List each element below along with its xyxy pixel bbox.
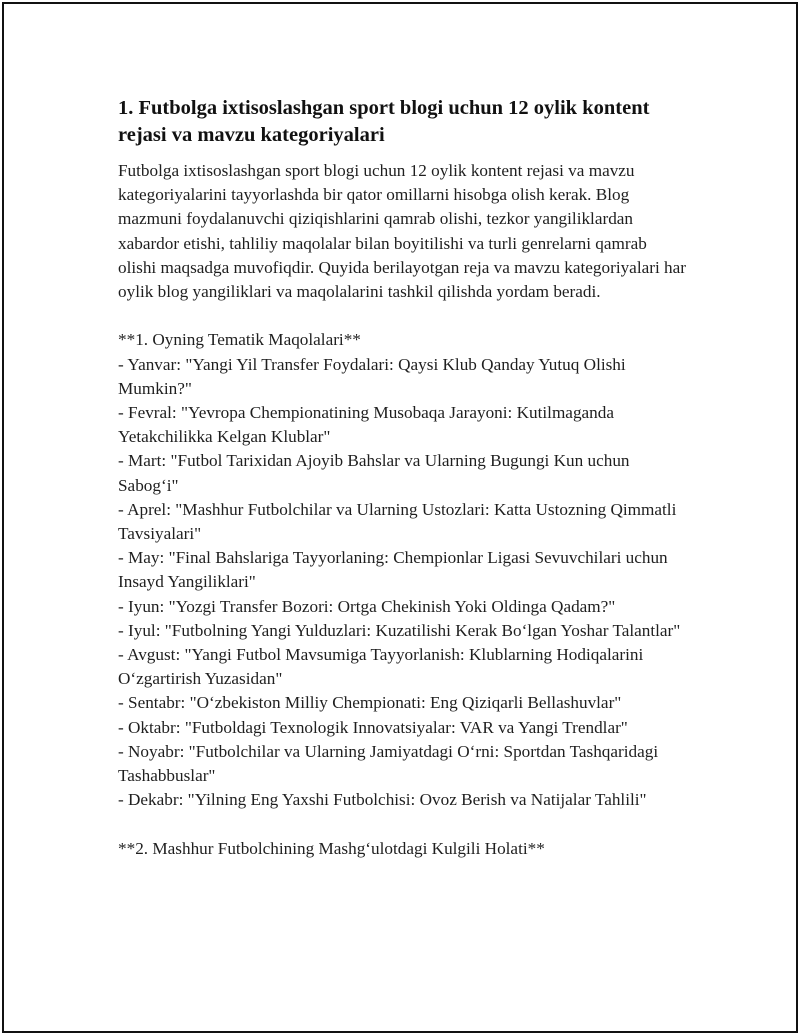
monthly-themes-section [118, 328, 688, 812]
list-item: - May: "Final Bahslariga Tayyorlaning: Chempionlar Ligasi Sevuvchilari uchun Insayd Yangiliklari" [118, 548, 668, 592]
list-item: - Mart: "Futbol Tarixidan Ajoyib Bahslar va Ularning Bugungi Kun uchun Sabog‘i" [118, 451, 630, 495]
list-item: - Fevral: "Yevropa Chempionatining Musobaqa Jarayoni: Kutilmaganda Yetakchilikka Kelgan Klublar" [118, 403, 614, 447]
paragraph-gap [118, 304, 688, 328]
intro-paragraph: Futbolga ixtisoslashgan sport blogi uchun 12 oylik kontent rejasi va mavzu kategoriyalarini tayyorlashda bir qator omillarni hisobga olish kerak. Blog mazmuni foydalanuvchi qiziqishlarini qamrab olishi, tezkor yangiliklardan xabardor etishi, tahliliy maqolalar bilan boyitilishi va turli genrelarni qamrab olishi maqsadga muvofiqdir. Quyida berilayotgan reja va mavzu kategoriyalari har oylik blog yangiliklari va maqolalarini tashkil qilishda yordam beradi. [118, 161, 686, 302]
list-item: - Aprel: "Mashhur Futbolchilar va Ularning Ustozlari: Katta Ustozning Qimmatli Tavsiyalari" [118, 499, 677, 544]
paragraph-gap [118, 812, 688, 836]
section-title: **1. Oyning Tematik Maqolalari** [118, 330, 361, 350]
list-item: - Noyabr: "Futbolchilar va Ularning Jamiyatdagi O‘rni: Sportdan Tashqaridagi Tashabbuslar" [118, 741, 659, 786]
list-item: - Dekabr: "Yilning Eng Yaxshi Futbolchisi: Ovoz Berish va Natijalar Tahlili" [118, 790, 647, 810]
list-item: - Avgust: "Yangi Futbol Mavsumiga Tayyorlanish: Klublarning Hodiqalarini O‘zgartirish Yuzasidan" [118, 645, 644, 689]
list-item: - Yanvar: "Yangi Yil Transfer Foydalari: Qaysi Klub Qanday Yutuq Olishi Mumkin?" [118, 354, 626, 398]
list-item: - Iyul: "Futbolning Yangi Yulduzlari: Kuzatilishi Kerak Bo‘lgan Yoshar Talantlar" [118, 620, 681, 640]
list-item: - Iyun: "Yozgi Transfer Bozori: Ortga Chekinish Yoki Oldinga Qadam?" [118, 596, 616, 616]
document-heading: 1. Futbolga ixtisoslashgan sport blogi uchun 12 oylik kontent rejasi va mavzu kategoriyalari [118, 97, 650, 146]
list-item: - Sentabr: "O‘zbekiston Milliy Chempionati: Eng Qiziqarli Bellashuvlar" [118, 693, 622, 713]
document-body [118, 95, 688, 861]
list-item: - Oktabr: "Futboldagi Texnologik Innovatsiyalar: VAR va Yangi Trendlar" [118, 717, 628, 737]
section-title: **2. Mashhur Futbolchining Mashg‘ulotdagi Kulgili Holati** [118, 838, 545, 858]
